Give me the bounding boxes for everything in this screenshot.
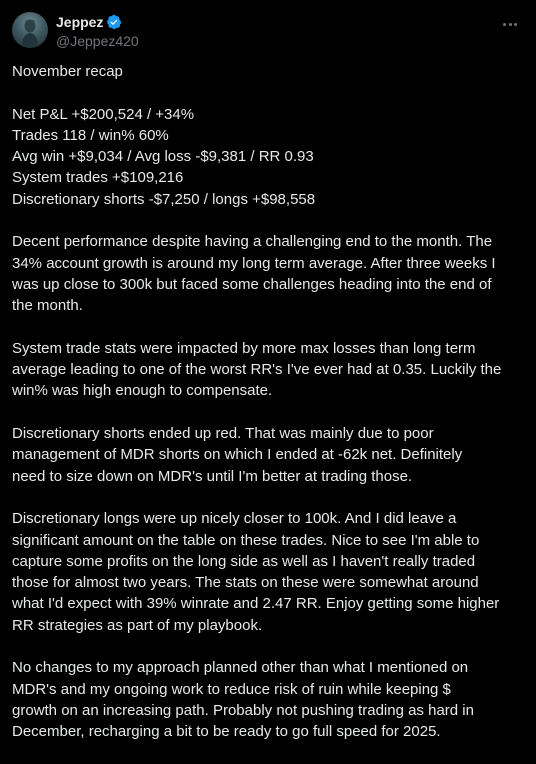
avatar-person-silhouette — [12, 12, 48, 48]
body-paragraph — [12, 423, 524, 487]
body-line: was up close to 300k but faced some challenges heading into the end of — [12, 275, 492, 293]
body-line: Discretionary longs were up nicely closer to 100k. And I did leave a — [12, 510, 457, 528]
body-line: System trade stats were impacted by more max losses than long term — [12, 339, 476, 357]
verified-badge-icon — [106, 14, 122, 30]
body-line: average leading to one of the worst RR's I've ever had at 0.35. Luckily the — [12, 361, 502, 379]
post-header — [12, 12, 524, 52]
more-horizontal-icon[interactable] — [498, 14, 522, 34]
avatar[interactable] — [12, 12, 48, 48]
body-line: win% was high enough to compensate. — [12, 382, 273, 400]
body-paragraph — [12, 231, 524, 316]
body-line: No changes to my approach planned other than what I mentioned on — [12, 659, 469, 677]
body-line: RR strategies as part of my playbook. — [12, 616, 263, 634]
author-display-name[interactable]: Jeppez — [56, 14, 104, 30]
body-line: capture some profits on the long side as well as I haven't really traded — [12, 552, 476, 570]
body-line: MDR's and my ongoing work to reduce risk of ruin while keeping $ — [12, 680, 451, 698]
body-line: those for almost two years. The stats on these were somewhat around — [12, 574, 479, 592]
body-line: Discretionary shorts ended up red. That was mainly due to poor — [12, 425, 434, 443]
body-line: need to size down on MDR's until I'm better at trading those. — [12, 467, 413, 485]
author-names — [56, 13, 139, 50]
body-paragraph — [12, 338, 524, 402]
author-handle[interactable]: @Jeppez420 — [56, 33, 139, 49]
body-line: December, recharging a bit to be ready to go full speed for 2025. — [12, 723, 441, 741]
stat-net-pnl: Net P&L +$200,524 / +34% — [12, 105, 195, 123]
body-line: the month. — [12, 297, 83, 315]
stat-system-trades: System trades +$109,216 — [12, 169, 184, 187]
post-text — [12, 61, 524, 764]
body-line: Decent performance despite having a challenging end to the month. The — [12, 233, 493, 251]
post-title: November recap — [12, 63, 123, 80]
body-line: what I'd expect with 39% winrate and 2.47 RR. Enjoy getting some higher — [12, 595, 500, 613]
body-line: growth on an increasing path. Probably not pushing trading as hard in — [12, 701, 474, 719]
stat-avg-win-loss: Avg win +$9,034 / Avg loss -$9,381 / RR 0.93 — [12, 148, 314, 166]
body-paragraph — [12, 657, 524, 742]
body-line: management of MDR shorts on which I ended at -62k net. Definitely — [12, 446, 463, 464]
stats-paragraph — [12, 104, 524, 210]
stat-discretionary: Discretionary shorts -$7,250 / longs +$98,558 — [12, 190, 316, 208]
body-line: 34% account growth is around my long term average. After three weeks I — [12, 254, 496, 272]
stat-trades: Trades 118 / win% 60% — [12, 126, 169, 144]
post-title-paragraph — [12, 61, 524, 82]
body-paragraph — [12, 508, 524, 636]
body-line: significant amount on the table on these trades. Nice to see I'm able to — [12, 531, 480, 549]
